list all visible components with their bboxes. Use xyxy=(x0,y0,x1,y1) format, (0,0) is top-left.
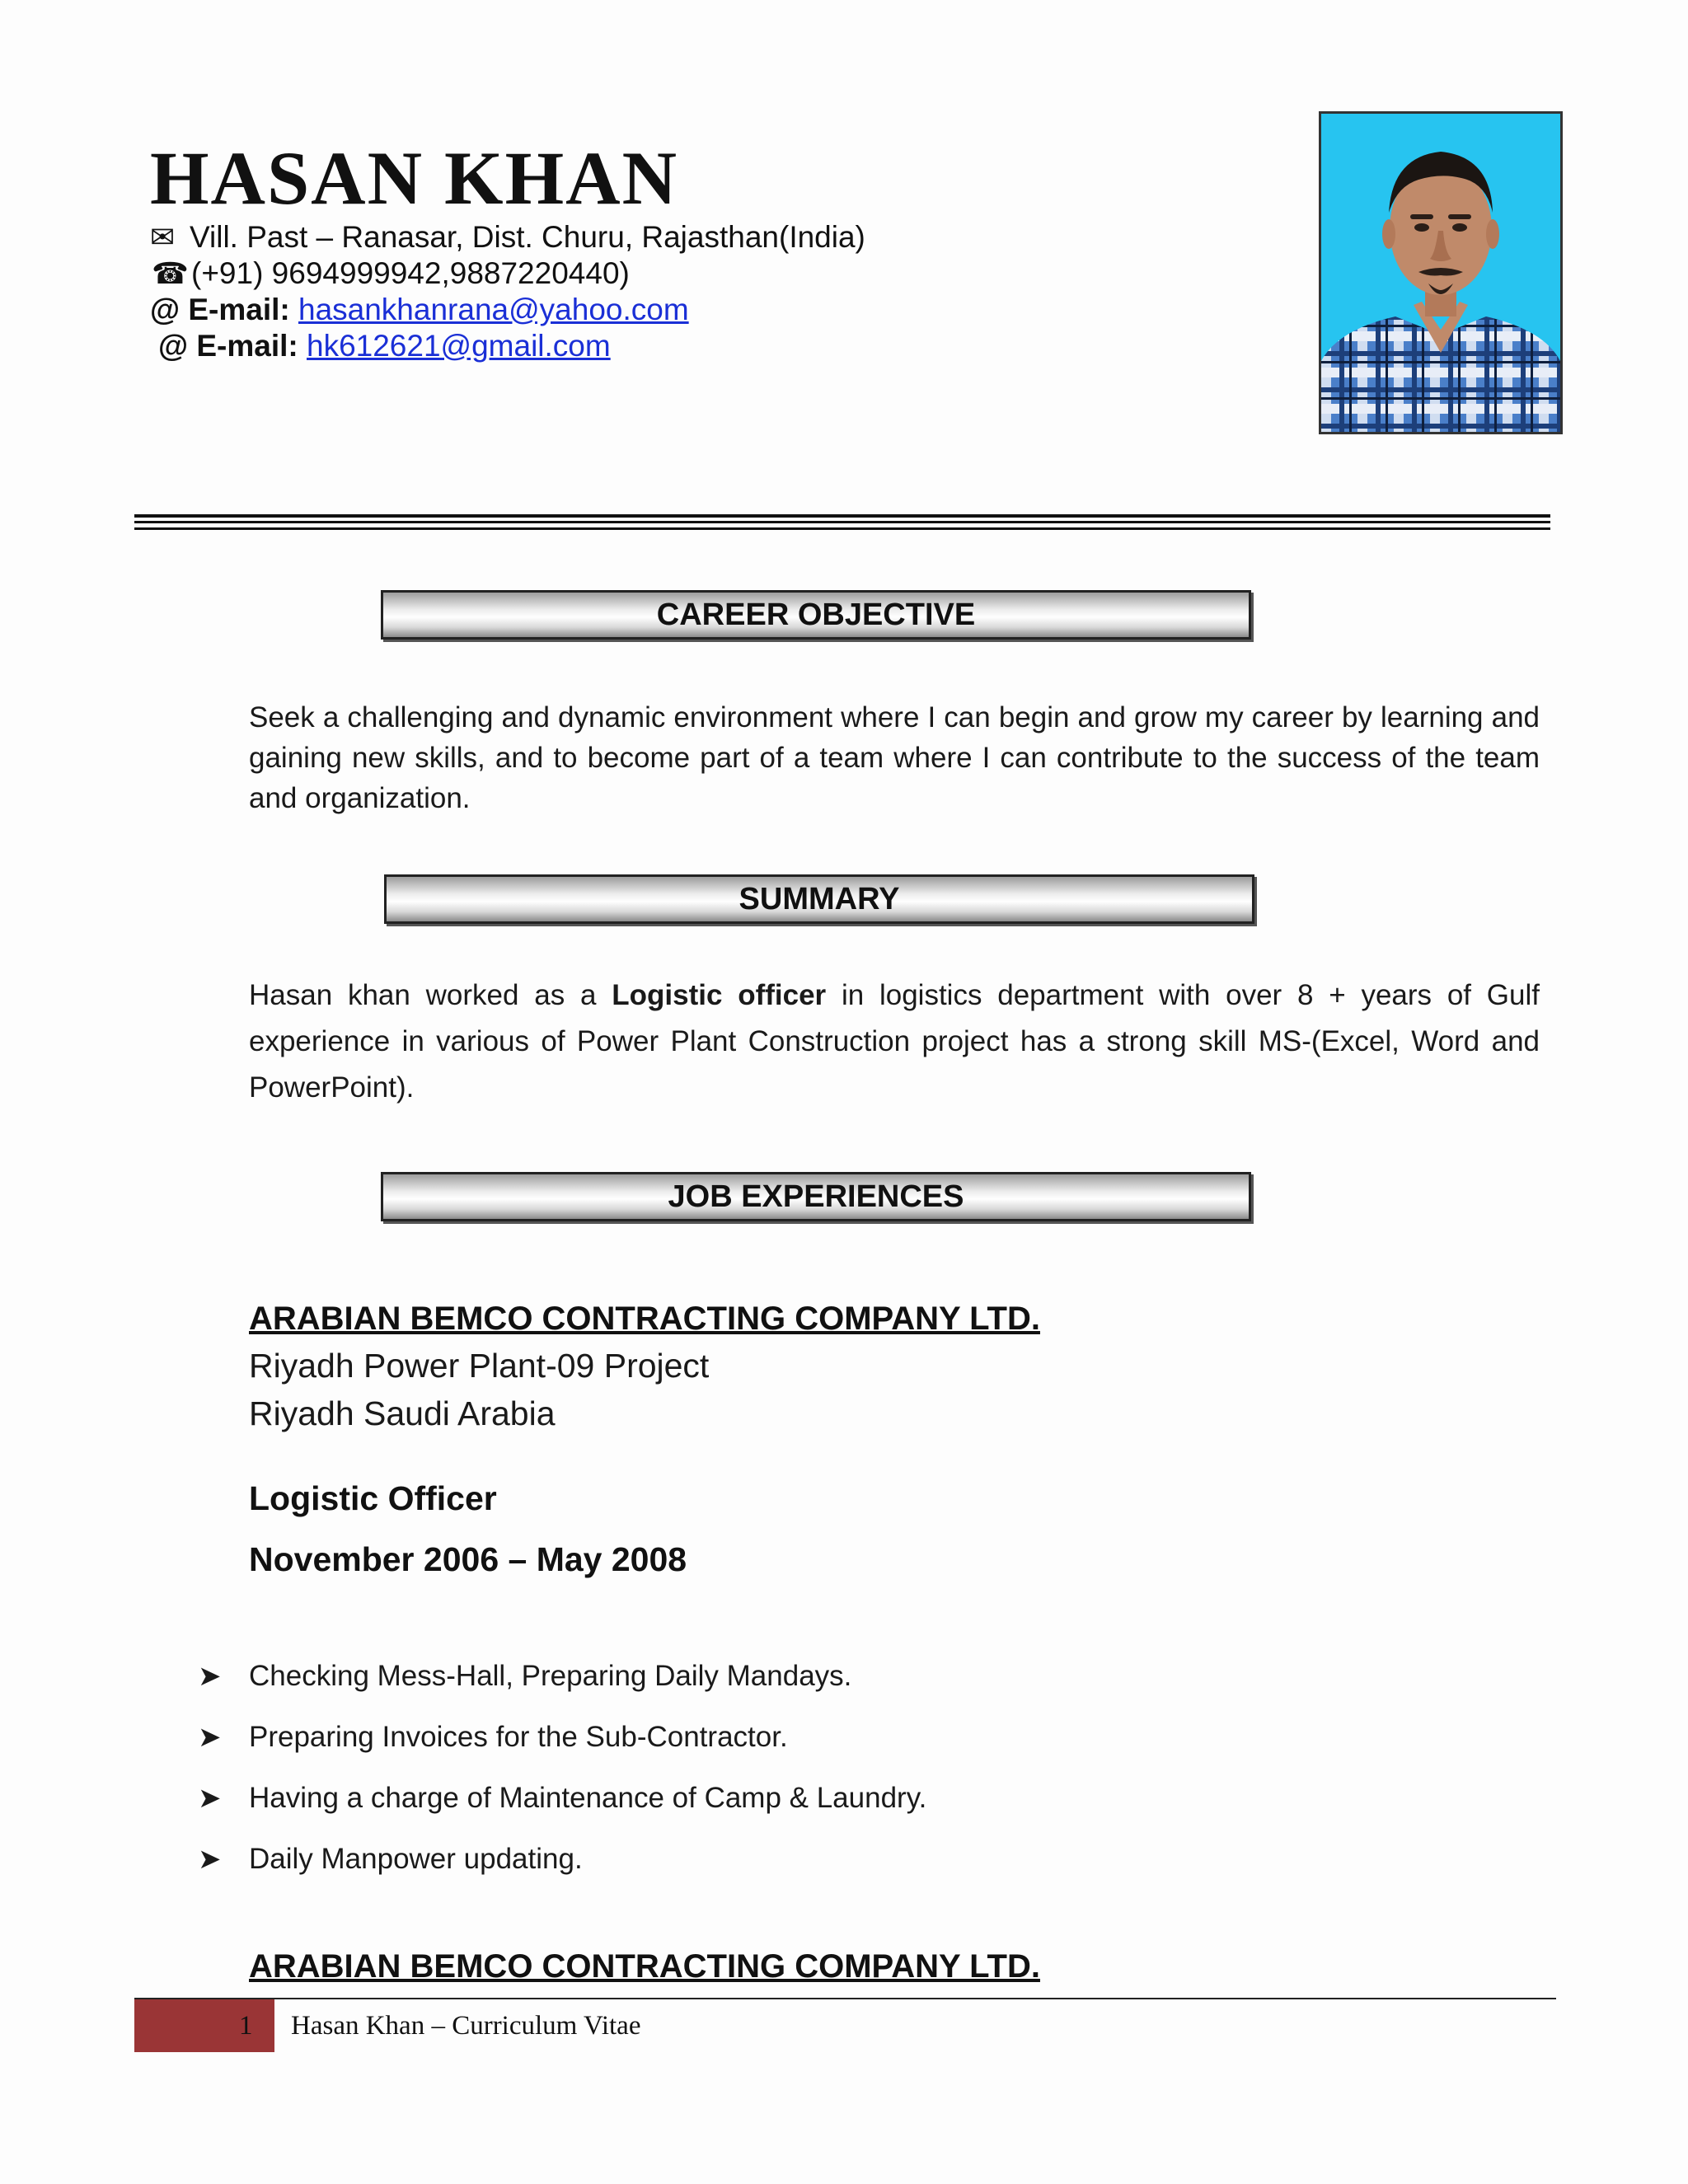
section-heading-career-objective: CAREER OBJECTIVE xyxy=(381,590,1251,640)
email-label: @ E-mail: xyxy=(150,293,290,326)
header-rule-middle xyxy=(134,521,1550,523)
summary-role-highlight: Logistic officer xyxy=(612,979,827,1011)
footer-accent-block xyxy=(134,1999,274,2052)
phone-text: (+91) 9694999942,9887220440) xyxy=(191,256,630,290)
career-objective-text: Seek a challenging and dynamic environment where I can begin and grow my career by learning and gaining new skills, and to become part of a team where I can contribute to the success of the team and organization. xyxy=(249,701,1540,814)
profile-photo xyxy=(1319,111,1563,434)
email-link-yahoo[interactable]: hasankhanrana@yahoo.com xyxy=(298,293,689,326)
address-text: Vill. Past – Ranasar, Dist. Churu, Rajasthan(India) xyxy=(190,220,865,254)
duty-text: Daily Manpower updating. xyxy=(249,1843,583,1875)
arrow-bullet-icon: ➤ xyxy=(198,1844,222,1875)
telephone-icon: ☎ xyxy=(152,256,189,290)
section-heading-summary: SUMMARY xyxy=(384,874,1254,924)
email-link-gmail[interactable]: hk612621@gmail.com xyxy=(307,329,611,363)
job-company-2: ARABIAN BEMCO CONTRACTING COMPANY LTD. xyxy=(249,1948,1040,1985)
email-line-1 xyxy=(150,292,689,328)
candidate-name: HASAN KHAN xyxy=(150,136,679,220)
job-location: Riyadh Saudi Arabia xyxy=(249,1394,556,1432)
summary-text-end: in logistics department with over 8 + years of Gulf experience in various of Power Plant Construction project has a strong skill MS-(Excel, Word and PowerPoint). xyxy=(249,979,1540,1104)
list-item xyxy=(198,1841,1517,1902)
job-duties-list xyxy=(198,1658,1517,1902)
page-number: 1 xyxy=(239,2011,253,2041)
arrow-bullet-icon: ➤ xyxy=(198,1783,222,1814)
arrow-bullet-icon: ➤ xyxy=(198,1661,222,1692)
list-item xyxy=(198,1719,1517,1780)
job-company: ARABIAN BEMCO CONTRACTING COMPANY LTD. xyxy=(249,1301,1040,1337)
job-period: November 2006 – May 2008 xyxy=(249,1540,687,1578)
list-item xyxy=(198,1780,1517,1841)
summary-text xyxy=(249,972,1540,1111)
email-line-2 xyxy=(158,328,611,364)
phone-line xyxy=(150,255,630,292)
job-role: Logistic Officer xyxy=(249,1479,497,1517)
footer-rule xyxy=(134,1998,1556,1999)
header-rule-top xyxy=(134,514,1550,518)
address-line xyxy=(150,219,865,255)
duty-text: Preparing Invoices for the Sub-Contractor. xyxy=(249,1721,788,1753)
envelope-icon: ✉ xyxy=(150,220,176,254)
section-heading-job-experiences: JOB EXPERIENCES xyxy=(381,1172,1251,1221)
duty-text: Having a charge of Maintenance of Camp & Laundry. xyxy=(249,1782,927,1814)
summary-text-start: Hasan khan worked as a xyxy=(249,979,612,1011)
email-label: @ E-mail: xyxy=(158,329,298,363)
arrow-bullet-icon: ➤ xyxy=(198,1722,222,1753)
header-rule-bottom xyxy=(134,527,1550,530)
duty-text: Checking Mess-Hall, Preparing Daily Mandays. xyxy=(249,1660,852,1692)
list-item xyxy=(198,1658,1517,1719)
job-project: Riyadh Power Plant-09 Project xyxy=(249,1347,710,1385)
footer-title: Hasan Khan – Curriculum Vitae xyxy=(291,2011,641,2041)
portrait-illustration xyxy=(1321,114,1560,432)
